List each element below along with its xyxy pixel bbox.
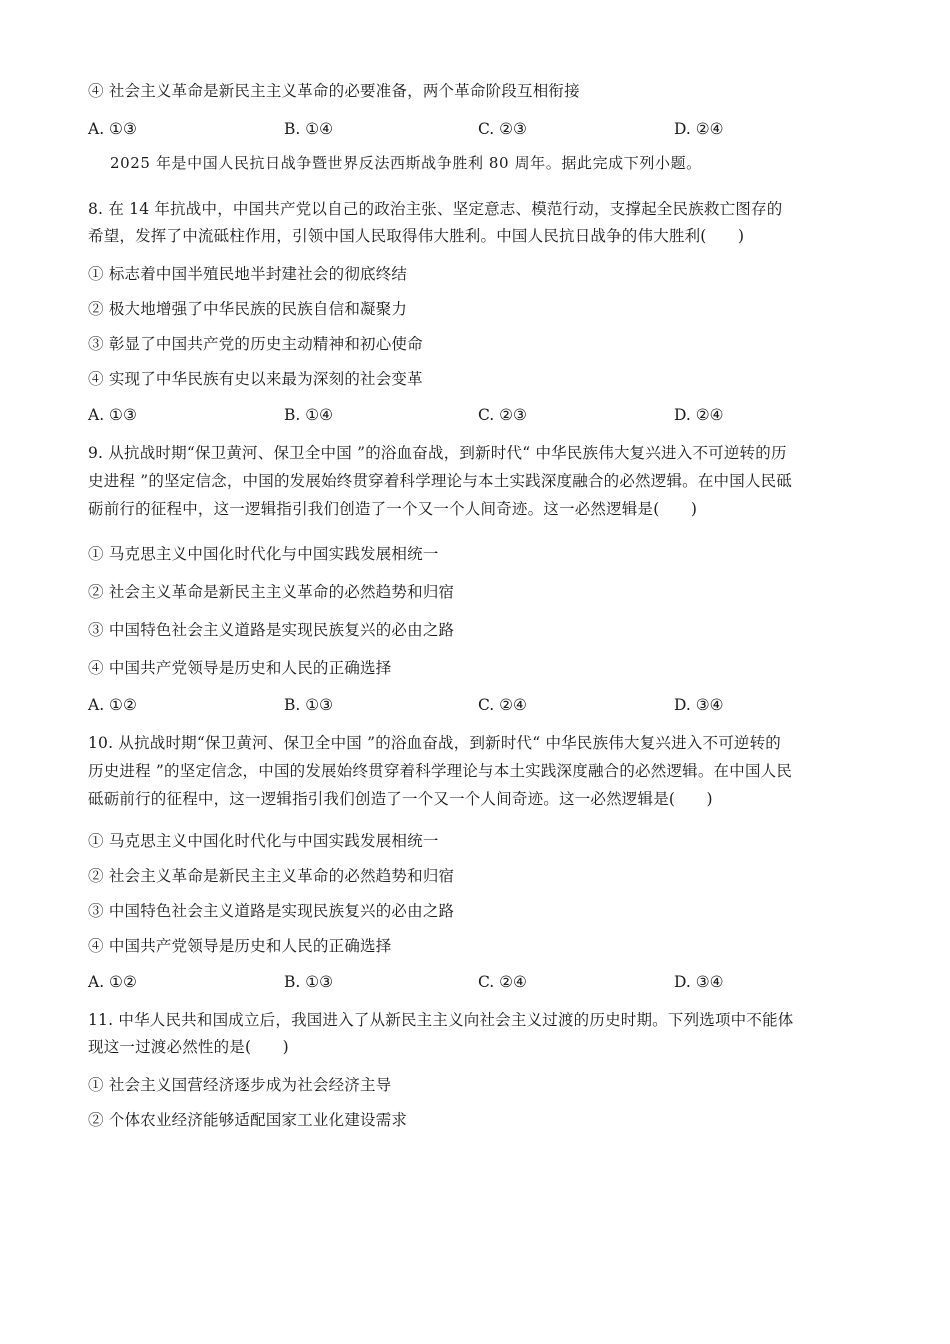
q8-item-4: ④ 实现了中华民族有史以来最为深刻的社会变革: [88, 370, 423, 388]
q10-options: [88, 972, 848, 992]
q9-item-2: ② 社会主义革命是新民主主义革命的必然趋势和归宿: [88, 583, 455, 601]
q11-item-2: ② 个体农业经济能够适配国家工业化建设需求: [88, 1111, 408, 1129]
q8-option-c: C. ②③: [478, 406, 527, 424]
q7-option-a: A. ①③: [88, 120, 137, 138]
q8-item-2: ② 极大地增强了中华民族的民族自信和凝聚力: [88, 300, 408, 318]
q10-stem-line-3: 砥砺前行的征程中，这一逻辑指引我们创造了一个又一个人间奇迹。这一必然逻辑是( ): [88, 790, 713, 808]
q7-option-c: C. ②③: [478, 120, 527, 138]
q7-item-4: ④ 社会主义革命是新民主主义革命的必要准备，两个革命阶段互相衔接: [88, 82, 580, 100]
q10-item-4: ④ 中国共产党领导是历史和人民的正确选择: [88, 937, 392, 955]
q10-item-3: ③ 中国特色社会主义道路是实现民族复兴的必由之路: [88, 902, 455, 920]
q9-item-4: ④ 中国共产党领导是历史和人民的正确选择: [88, 659, 392, 677]
q10-item-1: ① 马克思主义中国化时代化与中国实践发展相统一: [88, 832, 439, 850]
q9-stem-line-3: 砺前行的征程中，这一逻辑指引我们创造了一个又一个人间奇迹。这一必然逻辑是( ): [88, 500, 698, 518]
section-intro: 2025 年是中国人民抗日战争暨世界反法西斯战争胜利 80 周年。据此完成下列小题。: [110, 154, 702, 172]
q11-stem-line-2: 现这一过渡必然性的是( ): [88, 1038, 289, 1056]
q7-option-d: D. ②④: [674, 120, 724, 138]
q8-stem-line-1: 8. 在 14 年抗战中，中国共产党以自己的政治主张、坚定意志、模范行动，支撑起全民族救亡图存的: [88, 200, 783, 218]
q8-item-3: ③ 彰显了中国共产党的历史主动精神和初心使命: [88, 335, 423, 353]
q9-stem-line-2: 史进程 ”的坚定信念，中国的发展始终贯穿着科学理论与本土实践深度融合的必然逻辑。在中国人民砥: [88, 472, 793, 490]
q9-item-1: ① 马克思主义中国化时代化与中国实践发展相统一: [88, 545, 439, 563]
q7-option-b: B. ①④: [284, 120, 334, 138]
q9-option-c: C. ②④: [478, 696, 527, 714]
q7-options: [88, 119, 848, 139]
q10-option-d: D. ③④: [674, 973, 724, 991]
q10-stem-line-1: 10. 从抗战时期“保卫黄河、保卫全中国 ”的浴血奋战，到新时代“ 中华民族伟大复兴进入不可逆转的: [88, 734, 782, 752]
q9-option-b: B. ①③: [284, 696, 334, 714]
q9-option-d: D. ③④: [674, 696, 724, 714]
q8-item-1: ① 标志着中国半殖民地半封建社会的彻底终结: [88, 265, 408, 283]
q10-option-c: C. ②④: [478, 973, 527, 991]
q8-option-b: B. ①④: [284, 406, 334, 424]
q8-stem-line-2: 希望，发挥了中流砥柱作用，引领中国人民取得伟大胜利。中国人民抗日战争的伟大胜利( ): [88, 227, 745, 245]
q10-option-a: A. ①②: [88, 973, 137, 991]
q9-item-3: ③ 中国特色社会主义道路是实现民族复兴的必由之路: [88, 621, 455, 639]
q9-option-a: A. ①②: [88, 696, 137, 714]
q10-option-b: B. ①③: [284, 973, 334, 991]
q10-item-2: ② 社会主义革命是新民主主义革命的必然趋势和归宿: [88, 867, 455, 885]
q9-stem-line-1: 9. 从抗战时期“保卫黄河、保卫全中国 ”的浴血奋战，到新时代“ 中华民族伟大复兴进入不可逆转的历: [88, 444, 787, 462]
q10-stem-line-2: 历史进程 ”的坚定信念，中国的发展始终贯穿着科学理论与本土实践深度融合的必然逻辑。在中国人民: [88, 762, 793, 780]
q8-option-a: A. ①③: [88, 406, 137, 424]
q11-stem-line-1: 11. 中华人民共和国成立后，我国进入了从新民主主义向社会主义过渡的历史时期。下列选项中不能体: [88, 1011, 794, 1029]
q11-item-1: ① 社会主义国营经济逐步成为社会经济主导: [88, 1076, 392, 1094]
q8-option-d: D. ②④: [674, 406, 724, 424]
q8-options: [88, 405, 848, 425]
q9-options: [88, 695, 848, 715]
